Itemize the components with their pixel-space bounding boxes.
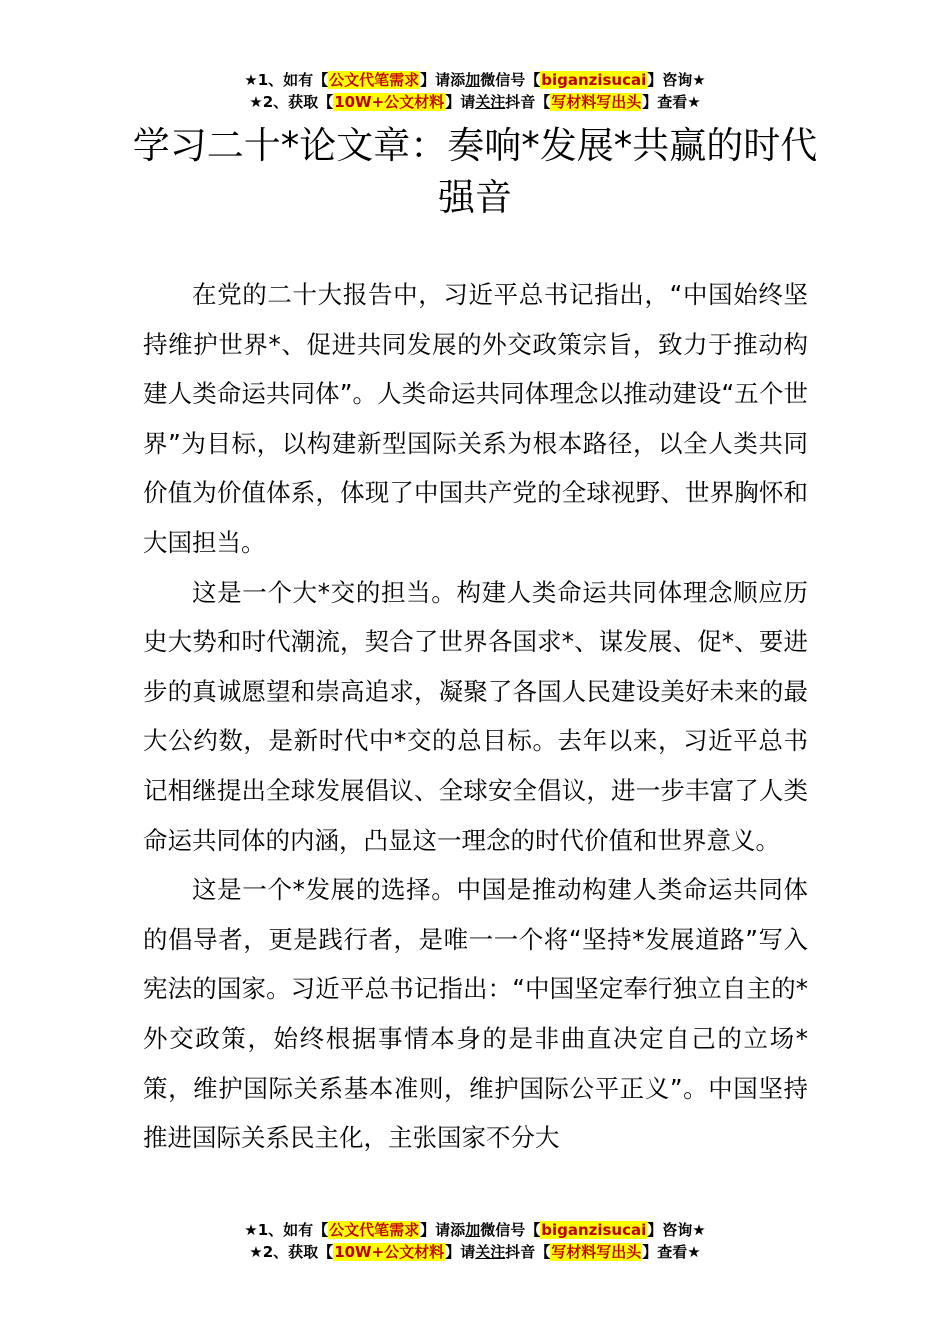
promo-line-2-text: 】请 bbox=[445, 1243, 476, 1261]
document-title bbox=[130, 120, 820, 224]
document-body bbox=[143, 270, 808, 1163]
promo-line-1-underlined: 加 bbox=[465, 71, 481, 89]
promo-line-1-suffix: 】咨询★ bbox=[647, 1221, 706, 1239]
promo-line-1 bbox=[0, 69, 950, 91]
promo-notice-top bbox=[0, 69, 950, 113]
promo-line-1-text-2: 微信号【 bbox=[480, 71, 541, 89]
promo-line-2-underlined: 关注 bbox=[475, 93, 506, 111]
promo-line-2-prefix: ★2、获取【 bbox=[249, 93, 334, 111]
promo-notice-bottom bbox=[0, 1219, 950, 1263]
paragraph-2: 这是一个大*交的担当。构建人类命运共同体理念顺应历史大势和时代潮流，契合了世界各国求*、谋发展、促*、要进步的真诚愿望和崇高追求，凝聚了各国人民建设美好未来的最大公约数，是新时代中*交的总目标。去年以来，习近平总书记相继提出全球发展倡议、全球安全倡议，进一步丰富了人类命运共同体的内涵，凸显这一理念的时代价值和世界意义。 bbox=[143, 577, 808, 855]
promo-line-1-text: 】请添 bbox=[420, 1221, 466, 1239]
promo-line-2-bottom bbox=[0, 1241, 950, 1263]
promo-line-1-text: 】请添 bbox=[420, 71, 466, 89]
promo-line-2-suffix: 】查看★ bbox=[642, 93, 701, 111]
promo-line-1-highlight-service: 公文代笔需求 bbox=[329, 71, 420, 89]
promo-line-2-text-2: 抖音【 bbox=[505, 1243, 551, 1261]
promo-line-1-prefix: ★1、如有【 bbox=[244, 71, 329, 89]
promo-line-1-text-2: 微信号【 bbox=[480, 1221, 541, 1239]
promo-line-1-underlined: 加 bbox=[465, 1221, 481, 1239]
promo-line-2-highlight-materials: 10W+公文材料 bbox=[334, 93, 445, 111]
paragraph-3: 这是一个*发展的选择。中国是推动构建人类命运共同体的倡导者，更是践行者，是唯一一个将“坚持*发展道路”写入宪法的国家。习近平总书记指出：“中国坚定奉行独立自主的*外交政策，始终根据事情本身的是非曲直决定自己的立场*策，维护国际关系基本准则，维护国际公平正义”。中国坚持推进国际关系民主化，主张国家不分大 bbox=[143, 875, 808, 1153]
document-title-line-2: 强音 bbox=[438, 176, 512, 219]
promo-line-1-highlight-wechat: biganzisucai bbox=[541, 1221, 647, 1239]
promo-line-1-suffix: 】咨询★ bbox=[647, 71, 706, 89]
promo-line-2-suffix: 】查看★ bbox=[642, 1243, 701, 1261]
promo-line-1-highlight-wechat: biganzisucai bbox=[541, 71, 647, 89]
paragraph-1: 在党的二十大报告中，习近平总书记指出，“中国始终坚持维护世界*、促进共同发展的外交政策宗旨，致力于推动构建人类命运共同体”。人类命运共同体理念以推动建设“五个世界”为目标，以构建新型国际关系为根本路径，以全人类共同价值为价值体系，体现了中国共产党的全球视野、世界胸怀和大国担当。 bbox=[143, 280, 808, 557]
promo-line-2-highlight-douyin: 写材料写出头 bbox=[551, 93, 642, 111]
promo-line-2-text-2: 抖音【 bbox=[505, 93, 551, 111]
promo-line-2-text: 】请 bbox=[445, 93, 476, 111]
promo-line-1-prefix: ★1、如有【 bbox=[244, 1221, 329, 1239]
promo-line-2-prefix: ★2、获取【 bbox=[249, 1243, 334, 1261]
document-title-line-1: 学习二十*论文章：奏响*发展*共赢的时代 bbox=[132, 124, 818, 167]
promo-line-2-highlight-materials: 10W+公文材料 bbox=[334, 1243, 445, 1261]
promo-line-2-highlight-douyin: 写材料写出头 bbox=[551, 1243, 642, 1261]
promo-line-1-bottom bbox=[0, 1219, 950, 1241]
promo-line-2-underlined: 关注 bbox=[475, 1243, 506, 1261]
promo-line-1-highlight-service: 公文代笔需求 bbox=[329, 1221, 420, 1239]
promo-line-2 bbox=[0, 91, 950, 113]
